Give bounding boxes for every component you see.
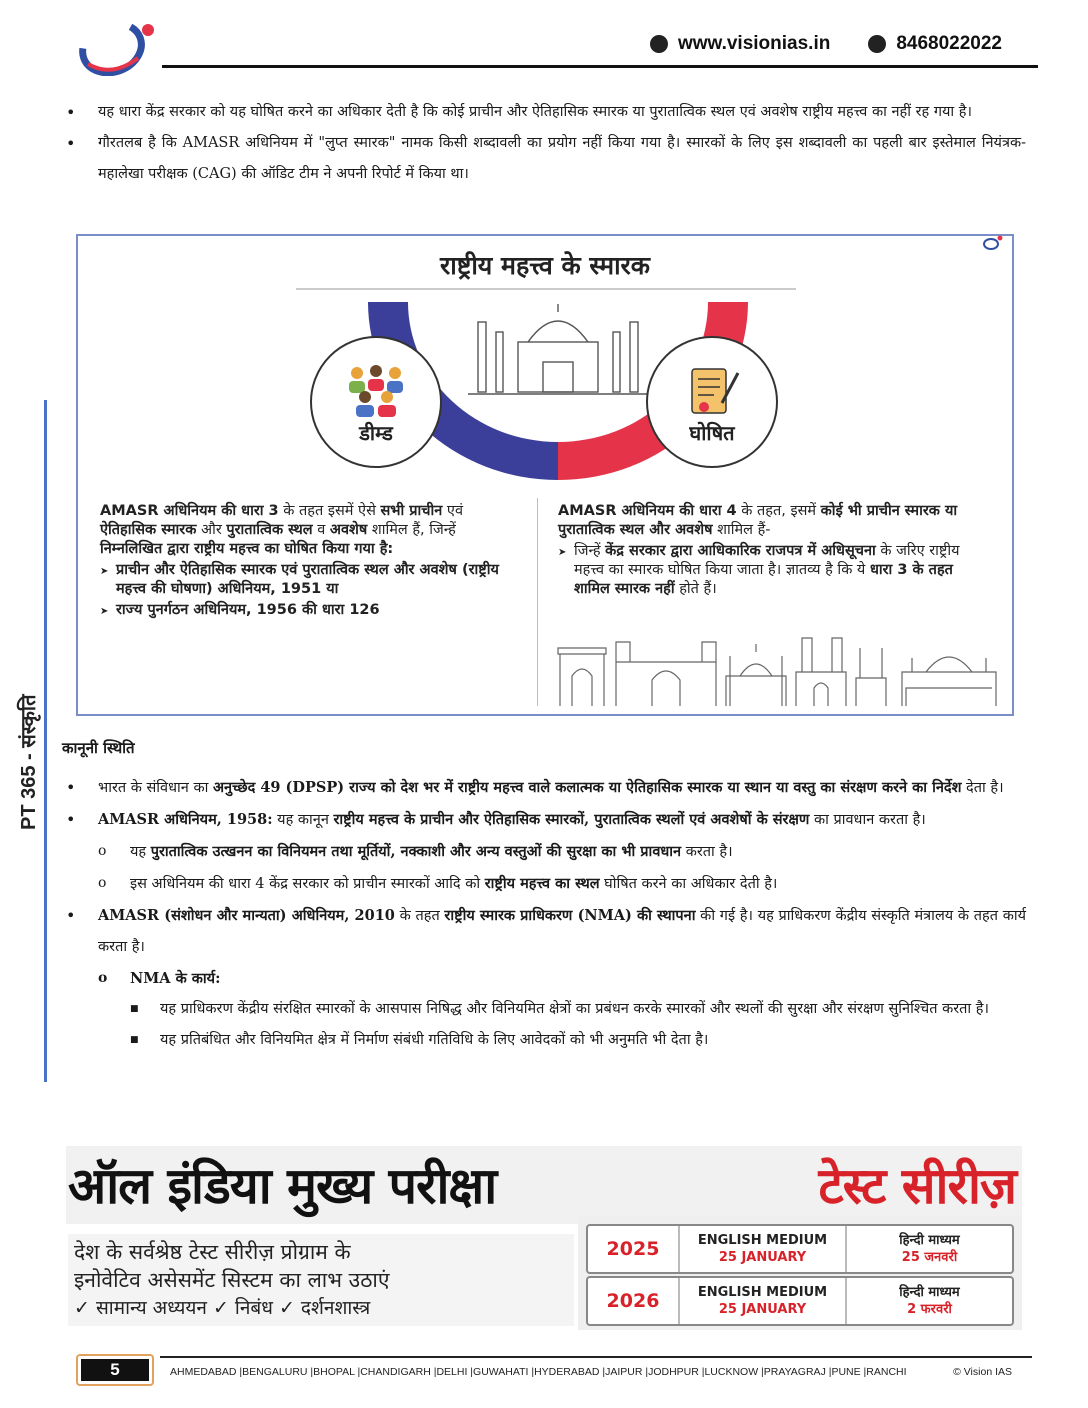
- schedule-row: [586, 1224, 1014, 1274]
- banner-title-red: टेस्ट सीरीज़: [818, 1157, 1016, 1215]
- footer-cities: AHMEDABAD |BENGALURU |BHOPAL |CHANDIGARH |DELHI |GUWAHATI |HYDERABAD |JAIPUR |JODHPUR |LUCKNOW |PRAYAGRAJ |PUNE |RANCHI: [170, 1366, 907, 1378]
- phone-icon: [868, 35, 886, 53]
- section-3-point: ➤ प्राचीन और ऐतिहासिक स्मारक एवं पुरातात्विक स्थल और अवशेष (राष्ट्रीय महत्त्व की घोषणा) अधिनियम, 1951 या: [100, 561, 520, 599]
- declared-circle: [646, 336, 778, 468]
- website-link[interactable]: www.visionias.in: [677, 33, 831, 54]
- top-bullet-list: [60, 97, 1026, 190]
- footer-rule: [160, 1356, 1032, 1358]
- tagline-line: इनोवेटिव असेसमेंट सिस्टम का लाभ उठाएं: [74, 1268, 390, 1292]
- column-divider: [537, 498, 538, 706]
- list-item: • AMASR (संशोधन और मान्यता) अधिनियम, 2010 के तहत राष्ट्रीय स्मारक प्राधिकरण (NMA) की स्थापना की गई है। यह प्राधिकरण केंद्रीय संस्कृति मंत्रालय के तहत कार्य करता है।: [60, 900, 1026, 963]
- section-4-intro: AMASR अधिनियम की धारा 4 के तहत, इसमें कोई भी प्राचीन स्मारक या पुरातात्विक स्थल और अवशेष शामिल हैं-: [558, 503, 958, 538]
- section-3-column: [100, 502, 520, 620]
- subject-ticks: ✓ सामान्य अध्ययन ✓ निबंध ✓ दर्शनशास्त्र: [74, 1297, 371, 1319]
- side-tab-label: PT 365 - संस्कृति: [18, 694, 40, 830]
- legal-bullet-list: [60, 772, 1026, 1056]
- vision-ias-logo: [78, 18, 158, 76]
- list-item: • गौरतलब है कि AMASR अधिनियम में "लुप्त स्मारक" नामक किसी शब्दावली का प्रयोग नहीं किया गया है। स्मारकों के लिए इस शब्दावली का पहली बार इस्तेमाल नियंत्रक-महालेखा परीक्षक (CAG) की ऑडिट टीम ने अपनी रिपोर्ट में किया था।: [60, 128, 1026, 190]
- section-3-intro: AMASR अधिनियम की धारा 3 के तहत इसमें ऐसे सभी प्राचीन एवं ऐतिहासिक स्मारक और पुरातात्विक स्थल व अवशेष शामिल हैं, जिन्हें निम्नलिखित द्वारा राष्ट्रीय महत्त्व का घोषित किया गया है:: [100, 503, 464, 557]
- scroll-document-icon: [682, 363, 742, 419]
- footer-copyright: © Vision IAS: [953, 1366, 1012, 1378]
- deemed-circle: [310, 336, 442, 468]
- infographic: [76, 234, 1014, 716]
- tagline-line: देश के सर्वश्रेष्ठ टेस्ट सीरीज़ प्रोग्राम के: [74, 1240, 351, 1264]
- section-4-point: ➤ जिन्हें केंद्र सरकार द्वारा आधिकारिक राजपत्र में अधिसूचना के जरिए राष्ट्रीय महत्त्व का स्मारक घोषित किया जाता है। ज्ञातव्य है कि ये धारा 3 के तहत शामिल स्मारक नहीं होते हैं।: [558, 542, 988, 599]
- list-item: • भारत के संविधान का अनुच्छेद 49 (DPSP) राज्य को देश भर में राष्ट्रीय महत्त्व वाले कलात्मक या ऐतिहासिक स्मारक या स्थान या वस्तु का संरक्षण करने का निर्देश देता है।: [60, 772, 1026, 804]
- banner-tagline: [68, 1234, 574, 1326]
- list-item: • AMASR अधिनियम, 1958: यह कानून राष्ट्रीय महत्त्व के प्राचीन और ऐतिहासिक स्मारकों, पुरातात्विक स्थलों एवं अवशेषों के संरक्षण का प्रावधान करता है।: [60, 804, 1026, 836]
- list-item: o इस अधिनियम की धारा 4 केंद्र सरकार को प्राचीन स्मारकों आदि को राष्ट्रीय महत्त्व का स्थल घोषित करने का अधिकार देती है।: [60, 868, 1026, 900]
- list-item: ■ यह प्रतिबंधित और विनियमित क्षेत्र में निर्माण संबंधी गतिविधि के लिए आवेदकों को भी अनुमति भी देता है।: [60, 1025, 1026, 1056]
- english-medium-cell: ENGLISH MEDIUM 25 JANUARY: [697, 1233, 828, 1265]
- list-item: o यह पुरातात्विक उत्खनन का विनियमन तथा मूर्तियों, नक्काशी और अन्य वस्तुओं की सुरक्षा का भी प्रावधान करता है।: [60, 836, 1026, 868]
- section-3-point: ➤ राज्य पुनर्गठन अधिनियम, 1956 की धारा 126: [100, 601, 520, 620]
- english-medium-cell: ENGLISH MEDIUM 25 JANUARY: [697, 1285, 828, 1317]
- section-4-column: [558, 502, 988, 599]
- list-item: ■ यह प्राधिकरण केंद्रीय संरक्षित स्मारकों के आसपास निषिद्ध और विनियमित क्षेत्रों का प्रबंधन करके स्मारकों और स्थलों की सुरक्षा और संरक्षण सुनिश्चित करता है।: [60, 994, 1026, 1025]
- people-group-icon: [345, 363, 407, 419]
- header-rule: [162, 65, 1038, 68]
- list-item: o NMA के कार्य:: [60, 963, 1026, 994]
- section-heading: कानूनी स्थिति: [62, 739, 135, 757]
- hindi-medium-cell: हिन्दी माध्यम 25 जनवरी: [845, 1226, 1012, 1272]
- declared-label: घोषित: [689, 421, 735, 445]
- title-underline: [296, 288, 796, 290]
- infographic-title: राष्ट्रीय महत्त्व के स्मारक: [440, 251, 650, 280]
- phone-number[interactable]: 8468022022: [896, 33, 1002, 54]
- globe-icon: [650, 35, 668, 53]
- schedule-year: 2025: [588, 1226, 680, 1272]
- monument-skyline-illustration: [556, 632, 1002, 706]
- schedule-panel: [578, 1216, 1022, 1330]
- banner-title: [66, 1146, 1022, 1224]
- side-rule: [44, 400, 47, 1082]
- page-number: 5: [76, 1354, 154, 1386]
- schedule-row: [586, 1276, 1014, 1326]
- banner-title-black: ऑल इंडिया मुख्य परीक्षा: [68, 1157, 497, 1215]
- header-contact: [650, 33, 1002, 55]
- list-item: • यह धारा केंद्र सरकार को यह घोषित करने का अधिकार देती है कि कोई प्राचीन और ऐतिहासिक स्मारक या पुरातात्विक स्थल एवं अवशेष राष्ट्रीय महत्त्व का नहीं रह गया है।: [60, 97, 1026, 128]
- hindi-medium-cell: हिन्दी माध्यम 2 फरवरी: [845, 1278, 1012, 1324]
- deemed-label: डीम्ड: [359, 421, 393, 445]
- schedule-year: 2026: [588, 1278, 680, 1324]
- test-series-banner[interactable]: [66, 1146, 1022, 1330]
